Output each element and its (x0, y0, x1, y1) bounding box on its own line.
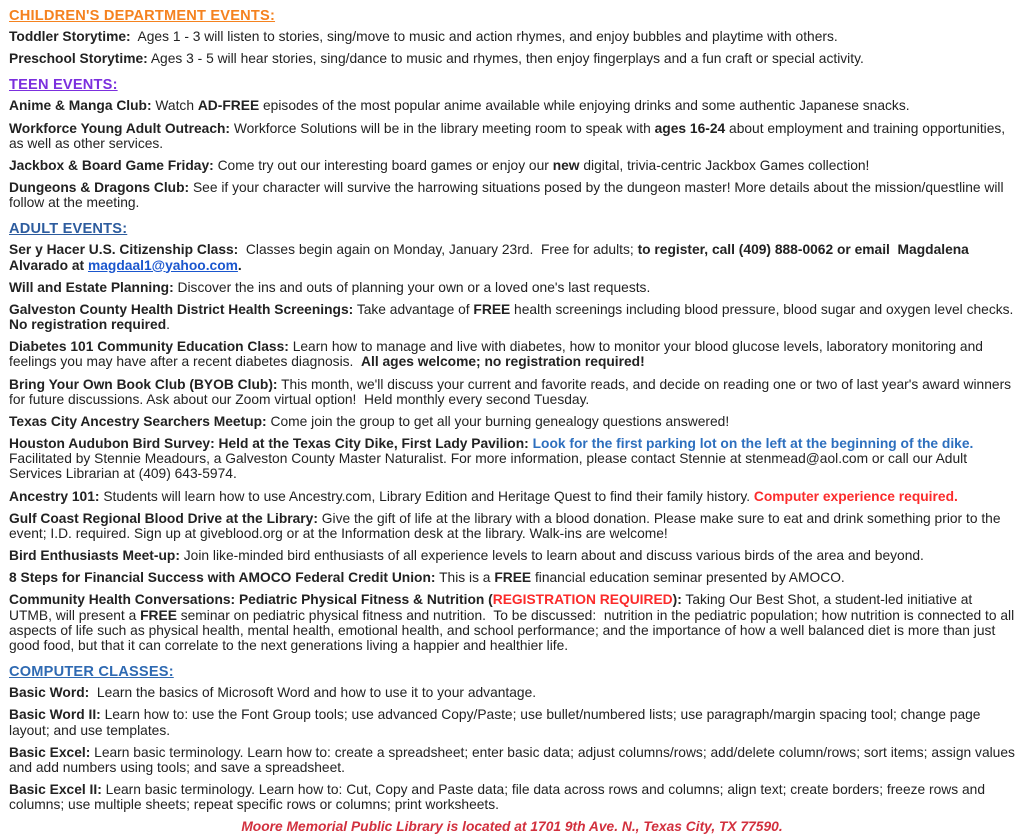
event-ancestry-searchers-meetup (9, 414, 1015, 429)
text-run: 8 Steps for Financial Success with AMOCO Federal Credit Union: (9, 570, 436, 586)
events-sections (9, 8, 1022, 813)
text-run: Texas City Ancestry Searchers Meetup: (9, 413, 267, 429)
text-run: Basic Word: (9, 685, 90, 701)
text-run: Join like-minded bird enthusiasts of all experience levels to learn about and discuss various birds of the area and beyond. (179, 548, 924, 564)
text-run: FREE (494, 570, 532, 586)
text-run: Dungeons & Dragons Club: (9, 180, 190, 196)
text-run: ages 16-24 (654, 120, 726, 136)
text-run: episodes of the most popular anime available while enjoying drinks and some authentic Japanese snacks. (259, 98, 910, 114)
event-community-health-conversations (9, 592, 1018, 653)
text-run: Gulf Coast Regional Blood Drive at the Library: (9, 510, 318, 526)
text-run: Learn how to manage and live with diabetes, how to monitor your blood glucose levels, laboratory monitoring and feelings you may have after a recent diabetes diagnosis. (9, 339, 987, 370)
event-ancestry-101 (9, 489, 1015, 504)
text-run: This month, we'll discuss your current and favorite reads, and decide on reading one or two of last year's award winners for future discussions. Ask about our Zoom virtual option! Held monthly every second Tuesday. (9, 376, 1015, 407)
event-ser-y-hacer-citizenship-class (9, 242, 1015, 272)
text-run: Ancestry 101: (9, 488, 100, 504)
text-run: Facilitated by Stennie Meadours, a Galveston County Master Naturalist. For more information, please contact Stennie at stenmead@aol.com or call our Adult Services Librarian at (409) 643-5974. (9, 436, 978, 482)
event-gulf-coast-blood-drive (9, 511, 1015, 541)
event-bird-enthusiasts-meetup (9, 548, 1015, 563)
text-run: Bring Your Own Book Club (BYOB Club): (9, 376, 278, 392)
event-preschool-storytime (9, 51, 1015, 66)
text-run: seminar on pediatric physical fitness and nutrition. To be discussed: nutrition in the pediatric population; how nutrition is connected to all aspects of life such as physical health, mental health, emotional health, and school performance; and the importance of how a well balanced diet is more than just good food, but that it can correlate to the next generations living a happier and healthier life. (9, 607, 1018, 653)
text-run: All ages welcome; no registration required! (361, 354, 645, 370)
event-dungeons-dragons-club (9, 180, 1015, 210)
text-run: . (237, 257, 242, 273)
event-jackbox-board-game-friday (9, 158, 1015, 173)
text-run: Preschool Storytime: (9, 51, 148, 67)
text-run: about employment and training opportunities, as well as other services. (9, 120, 1009, 151)
email-link[interactable]: magdaal1@yahoo.com (87, 257, 238, 273)
text-run: to register, call (409) 888-0062 or email Magdalena Alvarado at (9, 242, 973, 273)
text-run: Ser y Hacer U.S. Citizenship Class: (9, 242, 239, 258)
text-run: Discover the ins and outs of planning your own or a loved one's last requests. (173, 279, 651, 295)
text-run: Learn how to: use the Font Group tools; use advanced Copy/Paste; use bullet/numbered lists; use paragraph/margin spacing tool; change page layout; and use templates. (9, 707, 985, 738)
text-run: FREE (473, 301, 511, 317)
text-run: health screenings including blood pressure, blood sugar and oxygen level checks. (510, 301, 1022, 317)
text-run: Look for the first parking lot on the left at the beginning of the dike. (532, 436, 974, 452)
text-run: Houston Audubon Bird Survey: Held at the Texas City Dike, First Lady Pavilion: (9, 436, 529, 452)
section-heading-adult-events: ADULT EVENTS: (9, 221, 128, 238)
event-workforce-young-adult-outreach (9, 121, 1015, 151)
event-toddler-storytime (9, 29, 1015, 44)
text-run: Learn basic terminology. Learn how to: Cut, Copy and Paste data; file data across rows and columns; align text; create borders; freeze rows and columns; use multiple sheets; repeat specific rows or columns; print worksheets. (9, 782, 989, 813)
text-run: Come try out our interesting board games or enjoy our (213, 157, 553, 173)
text-run: Toddler Storytime: (9, 29, 131, 44)
text-run: Watch (151, 98, 198, 114)
text-run: Bird Enthusiasts Meet-up: (9, 548, 180, 564)
event-will-and-estate-planning (9, 280, 1015, 295)
text-run: Learn basic terminology. Learn how to: create a spreadsheet; enter basic data; adjust columns/rows; add/delete column/rows; sort items; assign values and add numbers using tools; and save a spreadsheet. (9, 744, 1019, 775)
text-run: Give the gift of life at the library with a blood donation. Please make sure to eat and drink something prior to the event; I.D. required. Sign up at giveblood.org or at the Information desk at the library. Walk-ins are welcome! (9, 510, 1005, 541)
event-basic-word (9, 685, 1015, 700)
section-heading-teen-events: TEEN EVENTS: (9, 77, 118, 94)
text-run: Taking Our Best Shot, a student-led initiative at UTMB, will present a (9, 592, 977, 623)
text-run: REGISTRATION REQUIRED (492, 592, 673, 608)
event-byob-book-club (9, 377, 1015, 407)
event-8-steps-financial-success (9, 570, 1015, 585)
text-run: No registration required (9, 317, 167, 333)
text-run: Community Health Conversations: Pediatric Physical Fitness & Nutrition ( (9, 592, 493, 608)
section-heading-computer-classes: COMPUTER CLASSES: (9, 664, 174, 681)
section-heading-childrens-department-events: CHILDREN'S DEPARTMENT EVENTS: (9, 8, 276, 24)
text-run: FREE (140, 607, 177, 623)
text-run: Anime & Manga Club: (9, 98, 152, 114)
text-run: Basic Word II: (9, 707, 101, 723)
text-run: See if your character will survive the harrowing situations posed by the dungeon master! More details about the mission/questline will follow at the meeting. (9, 180, 1008, 211)
text-run: new (552, 157, 580, 173)
text-run: Classes begin again on Monday, January 23rd. Free for adults; (238, 242, 638, 258)
text-run: Ages 1 - 3 will listen to stories, sing/move to music and action rhymes, and enjoy bubbles and playtime with others. (130, 29, 838, 44)
text-run: Workforce Young Adult Outreach: (9, 120, 231, 136)
text-run: Come join the group to get all your burning genealogy questions answered! (266, 413, 730, 429)
text-run: AD-FREE (197, 98, 260, 114)
text-run: Galveston County Health District Health Screenings: (9, 301, 354, 317)
text-run: Jackbox & Board Game Friday: (9, 157, 214, 173)
text-run: Basic Excel: (9, 744, 91, 760)
event-diabetes-101-class (9, 339, 1015, 369)
text-run: Ages 3 - 5 will hear stories, sing/dance to music and rhymes, then enjoy fingerplays and a fun craft or special activity. (147, 51, 864, 67)
text-run: Computer experience required. (753, 488, 958, 504)
text-run: digital, trivia-centric Jackbox Games collection! (579, 157, 870, 173)
event-basic-excel-2 (9, 782, 1015, 812)
event-basic-excel (9, 744, 1019, 775)
text-run: Basic Excel II: (9, 782, 102, 798)
text-run: . (166, 317, 170, 333)
text-run: ): (672, 592, 682, 608)
text-run: Students will learn how to use Ancestry.com, Library Edition and Heritage Quest to find their family history. (99, 488, 754, 504)
text-run: Take advantage of (353, 301, 474, 317)
event-anime-manga-club (9, 98, 1015, 113)
text-run: Diabetes 101 Community Education Class: (9, 339, 289, 355)
event-galveston-health-screenings (9, 301, 1022, 333)
text-run: financial education seminar presented by AMOCO. (531, 570, 845, 586)
event-houston-audubon-bird-survey (9, 436, 1015, 482)
text-run: Learn the basics of Microsoft Word and how to use it to your advantage. (89, 685, 537, 701)
text-run: This is a (435, 570, 495, 586)
event-basic-word-2 (9, 707, 1015, 737)
footer-address: Moore Memorial Public Library is located at 1701 9th Ave. N., Texas City, TX 77590. (241, 819, 783, 835)
text-run: Workforce Solutions will be in the library meeting room to speak with (230, 120, 655, 136)
text-run: Will and Estate Planning: (9, 279, 174, 295)
